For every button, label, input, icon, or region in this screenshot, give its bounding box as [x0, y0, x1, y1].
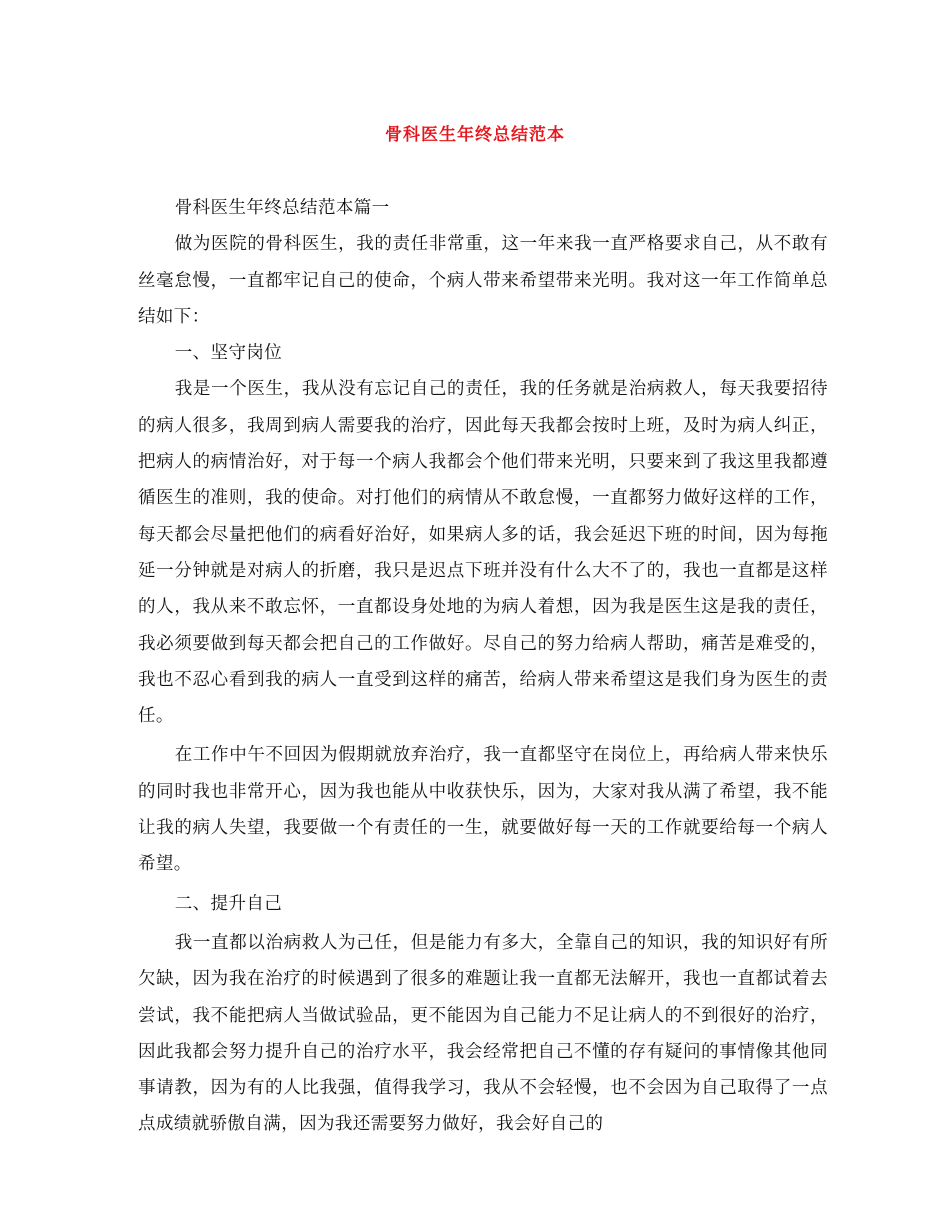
body-paragraph: 做为医院的骨科医生，我的责任非常重，这一年来我一直严格要求自己，从不敢有丝毫怠慢，一直都牢记自己的使命，个病人带来希望带来光明。我对这一年工作简单总结如下：	[138, 234, 828, 327]
body-paragraph: 我一直都以治病救人为己任，但是能力有多大，全靠自己的知识，我的知识好有所欠缺，因为我在治疗的时候遇到了很多的难题让我一直都无法解开，我也一直都试着去尝试，我不能把病人当做试验品，更不能因为自己能力不足让病人的不到很好的治疗，因此我都会努力提升自己的治疗水平，我会经常把自己不懂的存有疑问的事情像其他同事请教，因为有的人比我强，值得我学习，我从不会轻慢，也不会因为自己取得了一点点成绩就骄傲自满，因为我还需要努力做好，我会好自己的	[138, 932, 828, 1135]
body-paragraph: 我是一个医生，我从没有忘记自己的责任，我的任务就是治病救人，每天我要招待的病人很多，我周到病人需要我的治疗，因此每天我都会按时上班，及时为病人纠正，把病人的病情治好，对于每一个病人我都会个他们带来光明，只要来到了我这里我都遵循医生的准则，我的使命。对打他们的病情从不敢怠慢，一直都努力做好这样的工作，每天都会尽量把他们的病看好治好，如果病人多的话，我会延迟下班的时间，因为每拖延一分钟就是对病人的折磨，我只是迟点下班并没有什么大不了的，我也一直都是这样的人，我从来不敢忘怀，一直都设身处地的为病人着想，因为我是医生这是我的责任，我必须要做到每天都会把自己的工作做好。尽自己的努力给病人帮助，痛苦是难受的，我也不忍心看到我的病人一直受到这样的痛苦，给病人带来希望这是我们身为医生的责任。	[138, 379, 828, 727]
section-heading-stick-to-post: 一、坚守岗位	[174, 343, 283, 364]
document-body	[138, 190, 828, 1143]
body-paragraph: 在工作中午不回因为假期就放弃治疗，我一直都坚守在岗位上，再给病人带来快乐的同时我也非常开心，因为我也能从中收获快乐，因为，大家对我从满了希望，我不能让我的病人失望，我要做一个有责任的一生，就要做好每一天的工作就要给每一个病人希望。	[138, 745, 828, 875]
section-heading-improve-self: 二、提升自己	[174, 893, 283, 914]
section-heading-part-one: 骨科医生年终总结范本篇一	[174, 198, 390, 218]
document-title: 骨科医生年终总结范本	[385, 125, 565, 145]
